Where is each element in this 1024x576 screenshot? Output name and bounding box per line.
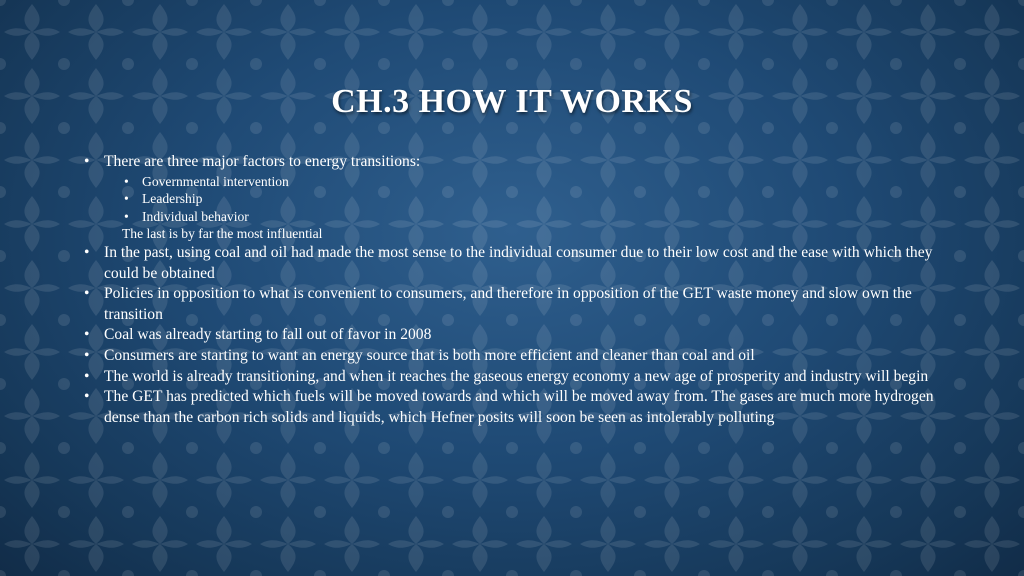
sub-note	[84, 225, 944, 243]
bullet-icon: •	[84, 367, 90, 385]
bullet-item	[84, 325, 944, 346]
bullet-icon: •	[84, 388, 90, 406]
bullet-text: The last is by far the most influential	[122, 226, 323, 242]
slide-title: CH.3 HOW IT WORKS	[331, 83, 693, 120]
bullet-icon: •	[84, 326, 90, 344]
bullet-icon: •	[84, 285, 90, 303]
bullet-icon: •	[84, 153, 90, 170]
sub-bullet-item	[84, 173, 944, 191]
bullet-text: Coal was already starting to fall out of favor in 2008	[104, 326, 432, 344]
bullet-icon: •	[84, 346, 90, 364]
bullet-icon: •	[124, 191, 129, 207]
bullet-icon: •	[84, 243, 90, 261]
bullet-item	[84, 152, 944, 173]
bullet-text: Policies in opposition to what is convenient to consumers, and therefore in opposition of the GET waste money and slow own the transition	[104, 285, 912, 323]
bullet-icon: •	[124, 173, 129, 189]
bullet-item	[84, 367, 944, 388]
bullet-text: The GET has predicted which fuels will be moved towards and which will be moved away from. The gases are much more hydrogen dense than the carbon rich solids and liquids, which Hefner posits will soon be seen as intolerably polluting	[104, 388, 934, 426]
bullet-text: Consumers are starting to want an energy source that is both more efficient and cleaner than coal and oil	[104, 346, 755, 364]
bullet-text: Governmental intervention	[142, 173, 289, 189]
bullet-text: The world is already transitioning, and when it reaches the gaseous energy economy a new age of prosperity and industry will begin	[104, 367, 929, 385]
bullet-item	[84, 284, 944, 325]
bullet-icon: •	[124, 208, 129, 224]
bullet-text: Leadership	[142, 191, 203, 207]
bullet-text: In the past, using coal and oil had made the most sense to the individual consumer due to their low cost and the ease with which they could be obtained	[104, 243, 933, 282]
bullet-item	[84, 346, 944, 367]
sub-bullet-item	[84, 208, 944, 226]
sub-bullet-item	[84, 190, 944, 208]
bullet-text: Individual behavior	[142, 208, 249, 224]
bullet-item	[84, 243, 944, 284]
bullet-text: There are three major factors to energy transitions:	[104, 153, 421, 170]
bullet-item	[84, 387, 944, 428]
slide-body	[84, 152, 944, 428]
